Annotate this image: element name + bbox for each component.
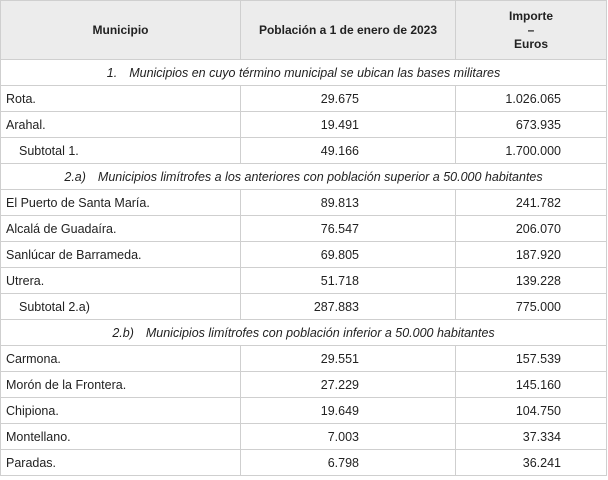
cell-importe: 187.920 — [456, 242, 607, 268]
section-title-1 — [1, 60, 607, 86]
cell-municipio: Montellano. — [1, 424, 241, 450]
section-row — [1, 60, 607, 86]
table-row — [1, 86, 607, 112]
table-row — [1, 216, 607, 242]
header-poblacion: Población a 1 de enero de 2023 — [241, 1, 456, 60]
cell-poblacion: 69.805 — [241, 242, 456, 268]
section-title-2b — [1, 320, 607, 346]
table-row — [1, 372, 607, 398]
section-title-2a — [1, 164, 607, 190]
cell-poblacion: 49.166 — [241, 138, 456, 164]
section-title-text: Municipios en cuyo término municipal se ubican las bases militares — [129, 65, 501, 80]
section-number: 2.a) — [64, 169, 86, 184]
cell-poblacion: 76.547 — [241, 216, 456, 242]
cell-importe: 104.750 — [456, 398, 607, 424]
cell-importe: 673.935 — [456, 112, 607, 138]
cell-municipio: Carmona. — [1, 346, 241, 372]
cell-municipio: Rota. — [1, 86, 241, 112]
cell-importe: 145.160 — [456, 372, 607, 398]
table-row — [1, 242, 607, 268]
cell-importe: 775.000 — [456, 294, 607, 320]
cell-municipio: Chipiona. — [1, 398, 241, 424]
cell-poblacion: 287.883 — [241, 294, 456, 320]
section-number: 2.b) — [112, 325, 134, 340]
header-importe-label: Importe — [508, 9, 553, 23]
section-number: 1. — [106, 65, 118, 80]
cell-poblacion: 7.003 — [241, 424, 456, 450]
table-row — [1, 190, 607, 216]
cell-poblacion: 19.649 — [241, 398, 456, 424]
table-row — [1, 268, 607, 294]
table-row — [1, 424, 607, 450]
cell-importe: 1.026.065 — [456, 86, 607, 112]
cell-poblacion: 29.551 — [241, 346, 456, 372]
cell-municipio: Arahal. — [1, 112, 241, 138]
cell-municipio: Sanlúcar de Barrameda. — [1, 242, 241, 268]
section-title-text: Municipios limítrofes a los anteriores con población superior a 50.000 habitantes — [97, 169, 543, 184]
cell-municipio: Paradas. — [1, 450, 241, 476]
cell-poblacion: 6.798 — [241, 450, 456, 476]
cell-subtotal-label: Subtotal 2.a) — [1, 294, 241, 320]
cell-importe: 206.070 — [456, 216, 607, 242]
header-importe-dash: – — [527, 23, 535, 37]
cell-importe: 37.334 — [456, 424, 607, 450]
cell-poblacion: 51.718 — [241, 268, 456, 294]
cell-importe: 139.228 — [456, 268, 607, 294]
table-row — [1, 346, 607, 372]
section-row — [1, 320, 607, 346]
cell-poblacion: 29.675 — [241, 86, 456, 112]
cell-municipio: El Puerto de Santa María. — [1, 190, 241, 216]
cell-importe: 157.539 — [456, 346, 607, 372]
header-importe — [456, 1, 607, 60]
cell-importe: 36.241 — [456, 450, 607, 476]
cell-importe: 1.700.000 — [456, 138, 607, 164]
cell-municipio: Alcalá de Guadaíra. — [1, 216, 241, 242]
cell-municipio: Utrera. — [1, 268, 241, 294]
subtotal-row — [1, 294, 607, 320]
section-row — [1, 164, 607, 190]
section-title-text: Municipios limítrofes con población inferior a 50.000 habitantes — [145, 325, 495, 340]
header-importe-unit: Euros — [513, 37, 548, 51]
cell-importe: 241.782 — [456, 190, 607, 216]
table-header-row — [1, 1, 607, 60]
cell-poblacion: 89.813 — [241, 190, 456, 216]
table-row — [1, 398, 607, 424]
subtotal-row — [1, 138, 607, 164]
table-row — [1, 450, 607, 476]
cell-poblacion: 19.491 — [241, 112, 456, 138]
header-municipio: Municipio — [1, 1, 241, 60]
cell-municipio: Morón de la Frontera. — [1, 372, 241, 398]
cell-subtotal-label: Subtotal 1. — [1, 138, 241, 164]
table-row — [1, 112, 607, 138]
cell-poblacion: 27.229 — [241, 372, 456, 398]
